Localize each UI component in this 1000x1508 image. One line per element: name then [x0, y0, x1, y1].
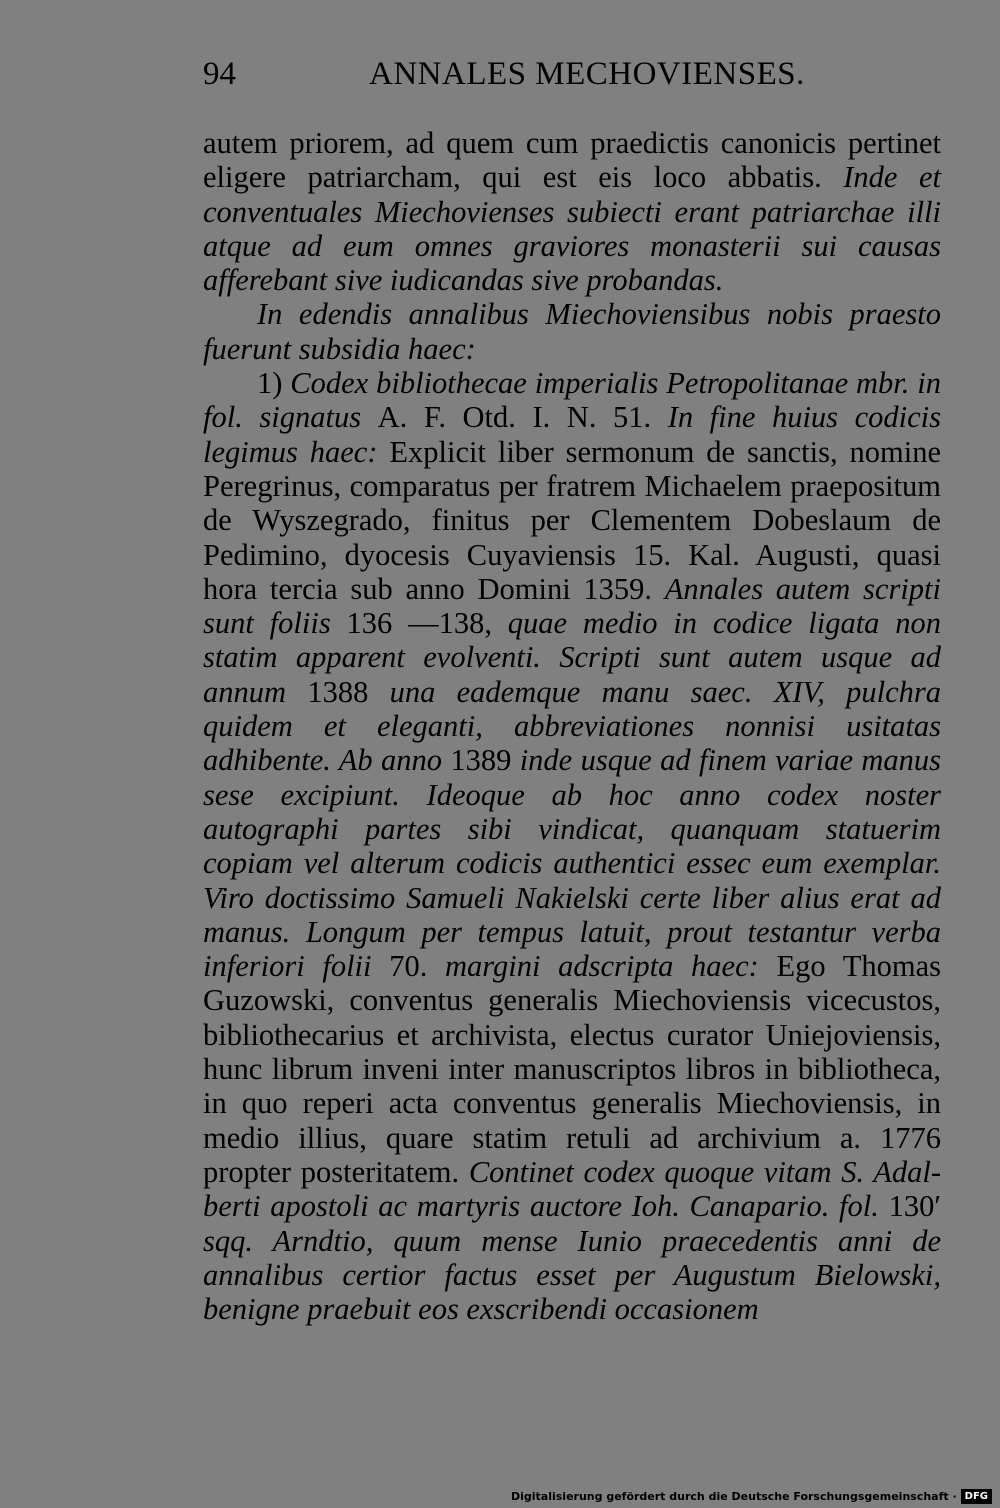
text-roman: autem priorem, ad quem cum praedictis canonicis pertinet eligere patriarcham, qui est eis loco abbatis.	[203, 126, 941, 195]
page-number: 94	[203, 56, 236, 92]
text-italic: sqq. Arndtio, quum mense Iunio praecedentis anni de annalibus certior factus esset per Augustum Bielowski, benigne praebuit eos exscribendi occasionem	[203, 1223, 941, 1327]
running-title: ANNALES MECHOVIENSES.	[369, 56, 805, 92]
page-header	[203, 52, 941, 98]
text-italic: Codex bibliothecae imperialis Petropolitanae mbr. in fol. signatus	[203, 366, 941, 435]
text-roman: 1)	[257, 366, 291, 401]
dfg-logo: DFG	[961, 1489, 992, 1504]
text-roman: A. F. Otd. I. N. 51.	[377, 400, 668, 435]
text-roman: Ego Thomas Guzowski, conventus generalis Miechoviensis vicecustos, bibliothecarius et archivista, electus curator Uniejoviensis, hunc librum inveni inter manuscriptos libros in bibliotheca, in quo reperi acta conventus generalis Miechoviensis, in medio illius, quare statim retuli ad archivium a. 1776 propter posteritatem.	[203, 949, 941, 1189]
credit-text: Digitalisierung gefördert durch die Deutsche Forschungsgemeinschaft ·	[510, 1490, 957, 1503]
paragraph-1	[203, 126, 941, 297]
text-italic: margini adscripta haec:	[445, 949, 777, 984]
text-italic: una eademque manu saec. XIV, pulchra quidem et eleganti, abbreviationes nonnisi usitatas adhibente. Ab anno	[203, 674, 942, 778]
text-italic: In edendis annalibus Miechoviensibus nobis praesto fuerunt subsidia haec:	[203, 297, 941, 366]
text-italic: Inde et conventuales Miechovienses subiecti erant patriarchae illi atque ad eum omnes graviores monasterii sui causas afferebant sive iudicandas sive probandas.	[203, 160, 941, 298]
text-italic: In fine huius codicis legimus haec:	[203, 400, 941, 469]
text-roman: 136 —138,	[346, 606, 508, 641]
text-italic: Annales autem scripti sunt foliis	[203, 571, 942, 641]
digitization-credit	[511, 1489, 992, 1504]
paragraph-3	[203, 366, 941, 1326]
text-italic: Continet codex quoque vitam S. Adalberti apostoli ac martyris auctore Ioh. Canapario. fol.	[203, 1154, 941, 1224]
text-roman: 70.	[389, 949, 445, 984]
text-roman: 130′	[888, 1189, 941, 1224]
text-roman: 1389	[450, 743, 520, 778]
paragraph-2	[203, 297, 941, 366]
text-italic: quae medio in codice ligata non statim apparent evolventi. Scripti sunt autem usque ad annum	[203, 606, 941, 709]
text-italic: inde usque ad finem variae manus sese excipiunt. Ideoque ab hoc anno codex noster autographi partes sibi vindicat, quanquam statuerim copiam vel alterum codicis authentici essec eum exemplar. Viro doctissimo Samueli Nakielski certe liber alius erat ad manus. Longum per tempus latuit, prout testantur verba inferiori folii	[203, 743, 942, 984]
page-body	[203, 126, 941, 1326]
text-roman: 1388	[307, 674, 390, 709]
text-roman: Explicit liber sermonum de sanctis, nomine Peregrinus, comparatus per fratrem Michaelem praepositum de Wyszegrado, finitus per Clementem Dobeslaum de Pedimino, dyocesis Cuyaviensis 15. Kal. Augusti, quasi hora tercia sub anno Domini 1359.	[203, 434, 941, 606]
